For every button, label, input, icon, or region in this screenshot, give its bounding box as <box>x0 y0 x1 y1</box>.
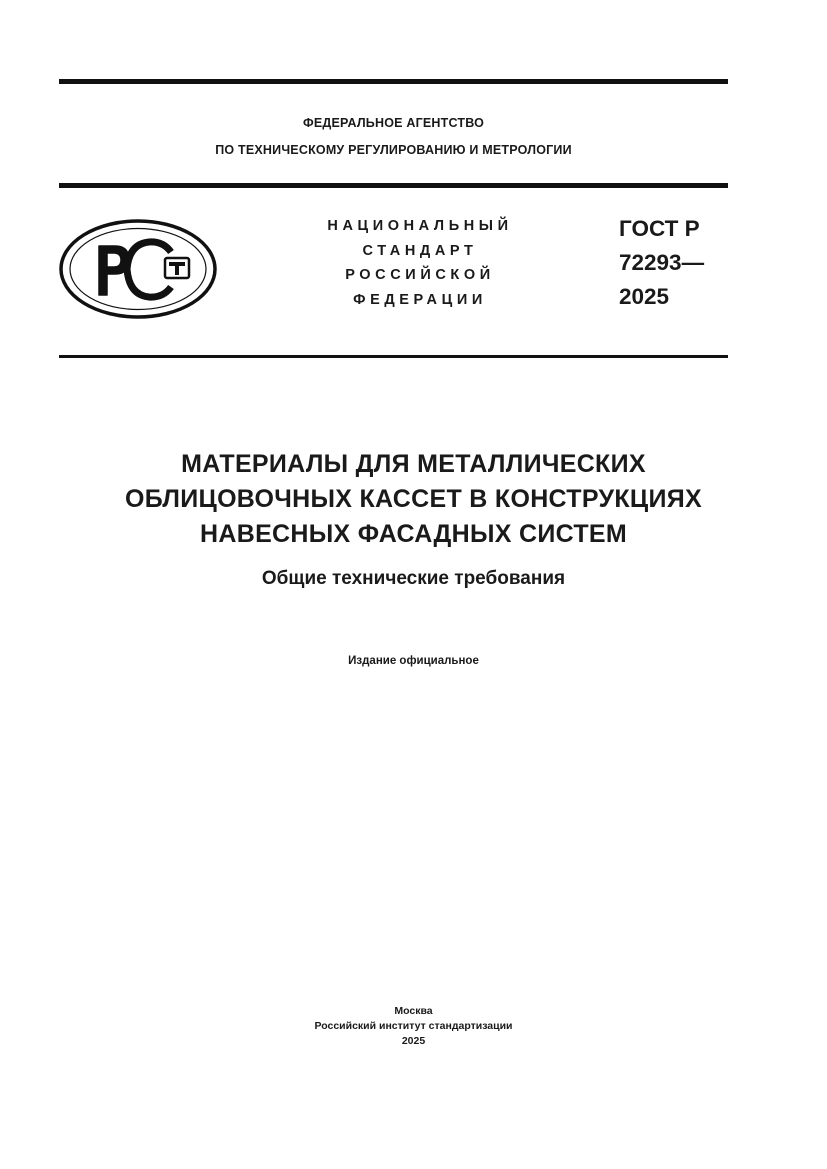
bottom-divider <box>59 355 728 358</box>
standard-type-line-1: НАЦИОНАЛЬНЫЙ <box>327 218 513 234</box>
standard-type-line-3: РОССИЙСКОЙ <box>345 267 495 283</box>
imprint-city: Москва <box>394 1005 433 1017</box>
middle-divider <box>59 183 728 188</box>
title-line-3: НАВЕСНЫХ ФАСАДНЫХ СИСТЕМ <box>200 520 627 548</box>
designation-year: 2025 <box>619 284 670 309</box>
agency-line-2: ПО ТЕХНИЧЕСКОМУ РЕГУЛИРОВАНИЮ И МЕТРОЛОГИИ <box>215 143 572 157</box>
top-divider <box>59 79 728 84</box>
title-line-1: МАТЕРИАЛЫ ДЛЯ МЕТАЛЛИЧЕСКИХ <box>181 450 646 478</box>
document-title <box>40 447 787 552</box>
imprint-publisher: Российский институт стандартизации <box>314 1020 513 1032</box>
standard-type-line-4: ФЕДЕРАЦИИ <box>353 291 487 308</box>
agency-header <box>59 110 728 164</box>
standard-type-block <box>290 214 550 312</box>
agency-line-1: ФЕДЕРАЛЬНОЕ АГЕНТСТВО <box>302 116 485 130</box>
gost-r-logo-icon <box>59 219 217 319</box>
imprint-block <box>40 1004 787 1049</box>
title-line-2: ОБЛИЦОВОЧНЫХ КАССЕТ В КОНСТРУКЦИЯХ <box>125 485 702 513</box>
standard-designation <box>619 212 739 314</box>
standard-type-line-2: СТАНДАРТ <box>362 242 478 259</box>
designation-number: 72293— <box>619 250 705 275</box>
designation-prefix: ГОСТ Р <box>619 216 700 241</box>
document-subtitle: Общие технические требования <box>261 568 566 589</box>
edition-note: Издание официальное <box>348 655 479 667</box>
imprint-year: 2025 <box>401 1035 426 1047</box>
